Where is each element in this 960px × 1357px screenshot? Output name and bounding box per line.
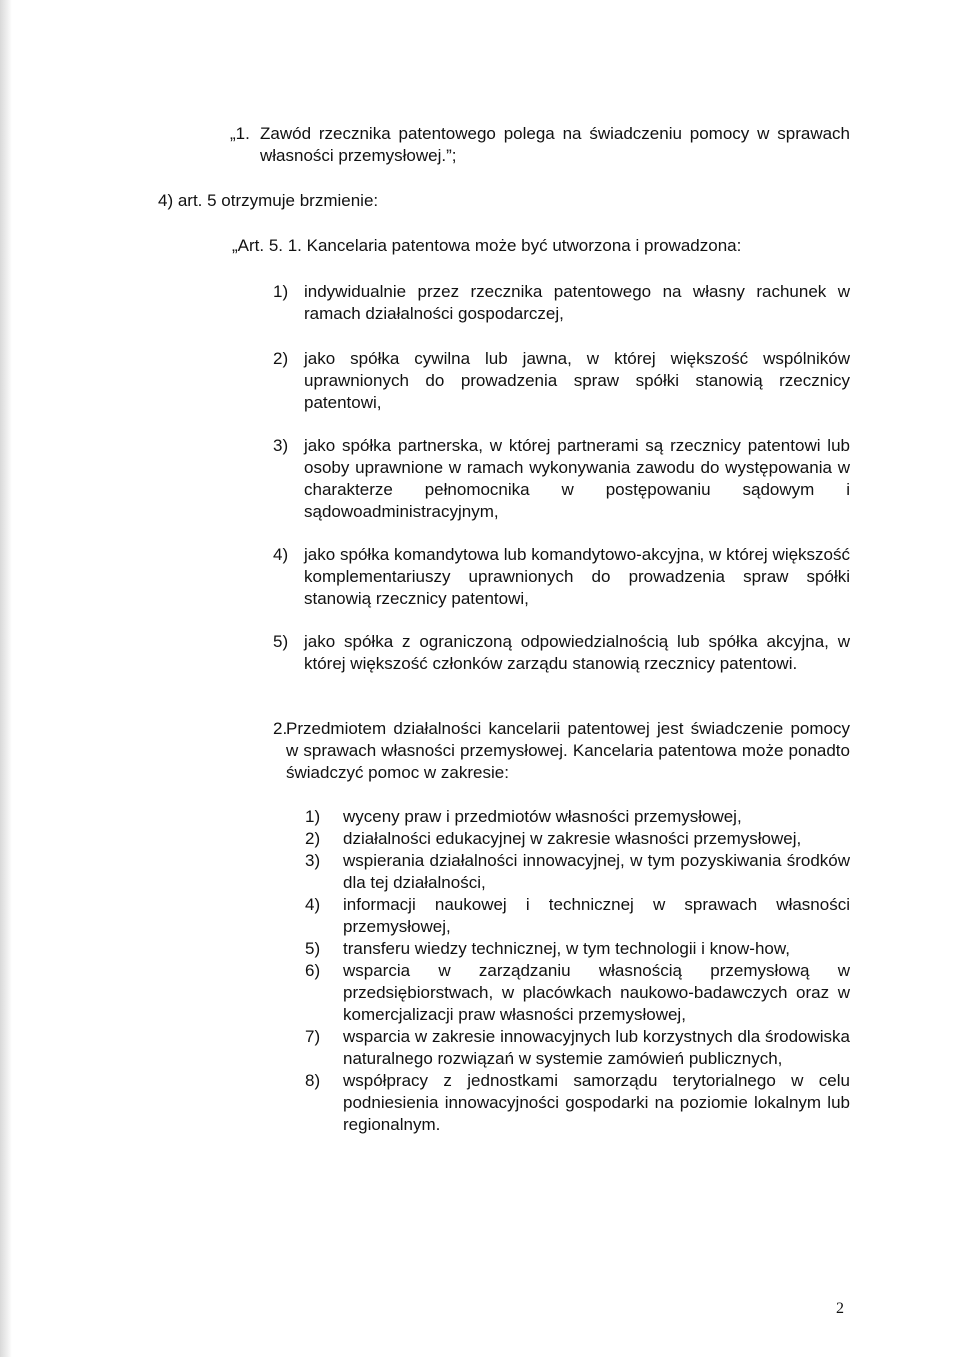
- point-1: [273, 281, 850, 325]
- paragraph-1-text: Zawód rzecznika patentowego polega na świadczeniu pomocy w sprawach własności przemysłowej.”;: [260, 124, 850, 165]
- point-4: [273, 544, 850, 610]
- list-item: [305, 806, 850, 828]
- point-number: 2): [273, 349, 289, 368]
- list-item-text: transferu wiedzy technicznej, w tym technologii i know-how,: [343, 939, 790, 958]
- scope-list: [305, 806, 850, 1136]
- article-5-heading: „Art. 5. 1. Kancelaria patentowa może być utworzona i prowadzona:: [232, 236, 742, 255]
- list-item-number: 7): [305, 1027, 321, 1046]
- amendment-item-4: 4) art. 5 otrzymuje brzmienie:: [158, 191, 379, 210]
- scan-edge: [0, 0, 12, 1357]
- list-item-number: 5): [305, 939, 321, 958]
- list-item-number: 4): [305, 895, 321, 914]
- list-item: [305, 938, 850, 960]
- point-2: [273, 348, 850, 414]
- point-number: 1): [273, 282, 289, 301]
- list-item: [305, 850, 850, 894]
- list-item: [305, 828, 850, 850]
- section-number: 2.: [273, 719, 288, 738]
- list-item-number: 3): [305, 851, 321, 870]
- point-5: [273, 631, 850, 675]
- list-item-text: informacji naukowej i technicznej w sprawach własności przemysłowej,: [343, 895, 850, 936]
- list-item: [305, 1070, 850, 1136]
- list-item-number: 2): [305, 829, 321, 848]
- list-item: [305, 894, 850, 938]
- list-item-text: współpracy z jednostkami samorządu terytorialnego w celu podniesienia innowacyjności gospodarki na poziomie lokalnym lub regionalnym.: [343, 1071, 850, 1134]
- list-item-number: 8): [305, 1071, 321, 1090]
- point-3: [273, 435, 850, 523]
- list-item-text: wyceny praw i przedmiotów własności przemysłowej,: [343, 807, 742, 826]
- point-text: jako spółka partnerska, w której partnerami są rzecznicy patentowi lub osoby uprawnione w ramach wykonywania zawodu do występowania w charakterze pełnomocnika w postępowaniu sądowym i sądowoadministracyjnym,: [304, 436, 850, 521]
- point-number: 5): [273, 632, 289, 651]
- paragraph-1: [230, 123, 850, 167]
- point-text: jako spółka z ograniczoną odpowiedzialnością lub spółka akcyjna, w której większość członków zarządu stanowią rzecznicy patentowi.: [304, 632, 850, 673]
- point-number: 4): [273, 545, 289, 564]
- list-item-text: wsparcia w zakresie innowacyjnych lub korzystnych dla środowiska naturalnego rozwiązań w systemie zamówień publicznych,: [343, 1027, 850, 1068]
- list-item: [305, 1026, 850, 1070]
- list-item-text: wsparcia w zarządzaniu własnością przemysłową w przedsiębiorstwach, w placówkach naukowo-badawczych oraz w komercjalizacji praw własności przemysłowej,: [343, 961, 850, 1024]
- page-number: 2: [836, 1300, 844, 1317]
- point-number: 3): [273, 436, 289, 455]
- list-item-text: działalności edukacyjnej w zakresie własności przemysłowej,: [343, 829, 802, 848]
- section-text: Przedmiotem działalności kancelarii patentowej jest świadczenie pomocy w sprawach własności przemysłowej. Kancelaria patentowa może ponadto świadczyć pomoc w zakresie:: [286, 719, 850, 782]
- point-text: jako spółka cywilna lub jawna, w której większość wspólników uprawnionych do prowadzenia spraw spółki stanowią rzecznicy patentowi,: [304, 349, 850, 412]
- list-item-number: 1): [305, 807, 321, 826]
- point-text: jako spółka komandytowa lub komandytowo-akcyjna, w której większość komplementariuszy uprawnionych do prowadzenia spraw spółki stanowią rzecznicy patentowi,: [304, 545, 850, 608]
- paragraph-1-prefix: „1.: [230, 124, 250, 143]
- section-2: [273, 718, 850, 784]
- point-text: indywidualnie przez rzecznika patentowego na własny rachunek w ramach działalności gospodarczej,: [304, 282, 850, 323]
- list-item-number: 6): [305, 961, 321, 980]
- list-item: [305, 960, 850, 1026]
- list-item-text: wspierania działalności innowacyjnej, w tym pozyskiwania środków dla tej działalności,: [343, 851, 850, 892]
